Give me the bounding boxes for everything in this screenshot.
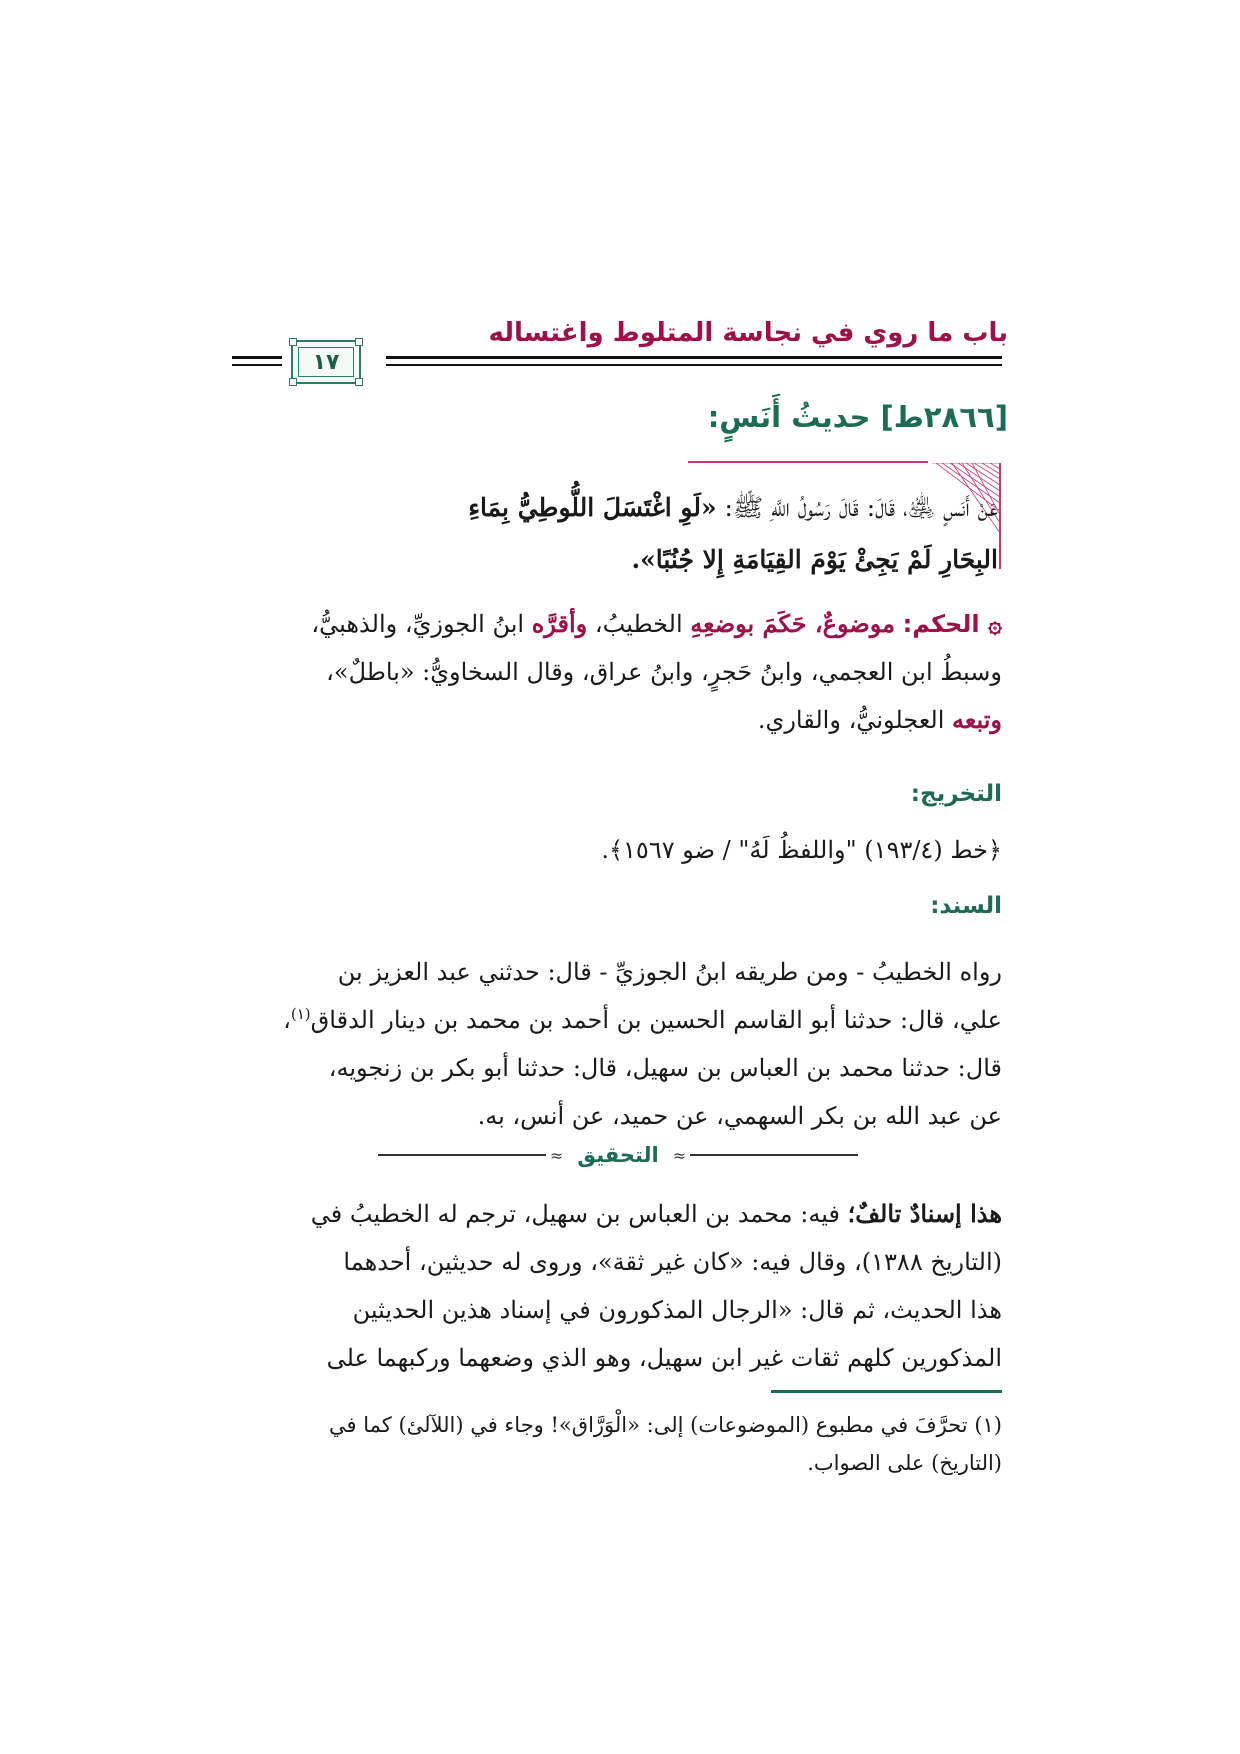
ruling-verdict: موضوعٌ، حَكَمَ بوضعِهِ: [690, 609, 896, 638]
takhrij-text: ﴿خط (١٩٣/٤) "واللفظُ لَهُ" / ضو ١٥٦٧﴾.: [601, 836, 1002, 864]
tahqiq-divider: [378, 1140, 858, 1170]
ruling-line-1: [232, 600, 1002, 648]
tahqiq-line-2: (التاريخ ١٣٨٨)، وقال فيه: «كان غير ثقة»، وروى له حديثين، أحدهما: [343, 1248, 1002, 1276]
page-number-badge: [291, 340, 361, 384]
tahqiq-line-1-text: فيه: محمد بن العباس بن سهيل، ترجم له الخطيبُ في: [310, 1200, 848, 1228]
hadith-line-1: [238, 482, 998, 534]
tahqiq-paragraph: [232, 1190, 1002, 1382]
hadith-heading: [٢٨٦٦ط] حديثُ أَنَسٍ:: [707, 400, 1008, 434]
hadith-line-2: [238, 534, 998, 586]
tahqiq-line-4: المذكورين كلهم ثقات غير ابن سهيل، وهو الذي وضعهما وركبهما على: [326, 1344, 1002, 1372]
sanad-line-1: رواه الخطيبُ - ومن طريقه ابنُ الجوزيِّ - قال: حدثني عبد العزيز بن: [337, 958, 1002, 986]
page-number: ١٧: [298, 347, 354, 377]
ruling-text-end: العجلونيُّ، والقاري.: [757, 706, 945, 734]
takhrij-label-block: [602, 770, 1002, 818]
sanad-line-2-end: ،: [283, 1006, 291, 1034]
footnote-line-2: (التاريخ) على الصواب.: [807, 1451, 1002, 1475]
divider-ornament-icon: ≈: [672, 1145, 687, 1165]
divider-line-left: [378, 1154, 546, 1156]
takhrij-text-block: [442, 826, 1002, 874]
ruling-followed: وتبعه: [952, 705, 1002, 734]
tahqiq-lead: هذا إسنادٌ تالفٌ؛: [847, 1199, 1002, 1228]
sanad-line-4: عن عبد الله بن بكر السهمي، عن حميد، عن أنس، به.: [477, 1102, 1002, 1130]
sanad-line-2-text: علي، قال: حدثنا أبو القاسم الحسين بن أحمد بن محمد بن دينار الدقاق: [310, 1006, 1002, 1034]
hadith-text: [238, 482, 998, 586]
sanad-label-block: [602, 882, 1002, 930]
running-title: باب ما روي في نجاسة المتلوط واغتساله: [488, 318, 1008, 348]
tahqiq-line-1: [232, 1190, 1002, 1238]
footnote-rule: [771, 1390, 1002, 1393]
ruling-label: ۞ الحكم:: [902, 610, 1002, 638]
header-rule-right-top: [386, 356, 1002, 359]
divider-line-right: [690, 1154, 858, 1156]
hadith-matn-end: البِحَارِ لَمْ يَجِئْ يَوْمَ القِيَامَةِ إِلا جُنُبًا».: [631, 545, 998, 574]
sanad-label: السند:: [930, 893, 1002, 919]
tahqiq-heading: التحقيق: [577, 1143, 659, 1167]
footnote-marker: (١): [290, 1005, 311, 1023]
ruling-paragraph: [232, 600, 1002, 744]
heading-underline: [688, 461, 928, 463]
takhrij-label: التخريج:: [910, 781, 1002, 807]
tahqiq-line-3: هذا الحديث، ثم قال: «الرجال المذكورون في إسناد هذين الحديثين: [352, 1296, 1002, 1324]
ruling-affirmed: وأقرَّه: [531, 609, 588, 638]
divider-ornament-icon: ≈: [549, 1145, 564, 1165]
ruling-line-3: [232, 696, 1002, 744]
sanad-line-3: قال: حدثنا محمد بن العباس بن سهيل، قال: حدثنا أبو بكر بن زنجويه،: [328, 1054, 1002, 1082]
sanad-paragraph: [232, 948, 1002, 1140]
header-rule-left-top: [232, 356, 282, 359]
header-rule-left-bottom: [232, 364, 282, 366]
hadith-chain: عَنْ أَنَسٍ ﵁، قَالَ: قَالَ رَسُولُ اللَّهِ ﷺ:: [716, 493, 998, 522]
footnote-line-1: (١) تحرَّفَ في مطبوع (الموضوعات) إلى: «الْوَرَّاق»! وجاء في (اللآلئ) كما في: [329, 1413, 1002, 1437]
hadith-matn-start: «لَوِ اغْتَسَلَ اللُّوطِيُّ بِمَاءِ: [468, 493, 717, 522]
ruling-line-2: وسبطُ ابن العجمي، وابنُ حَجرٍ، وابنُ عراق، وقال السخاويُّ: «باطلٌ»،: [326, 658, 1002, 686]
sanad-line-2: [232, 996, 1002, 1044]
ruling-text: الخطيبُ،: [587, 610, 683, 638]
header-rule-right-bottom: [386, 364, 1002, 366]
footnote: [232, 1406, 1002, 1482]
ruling-text-tail: ابنُ الجوزيِّ، والذهبيُّ،: [311, 610, 525, 638]
